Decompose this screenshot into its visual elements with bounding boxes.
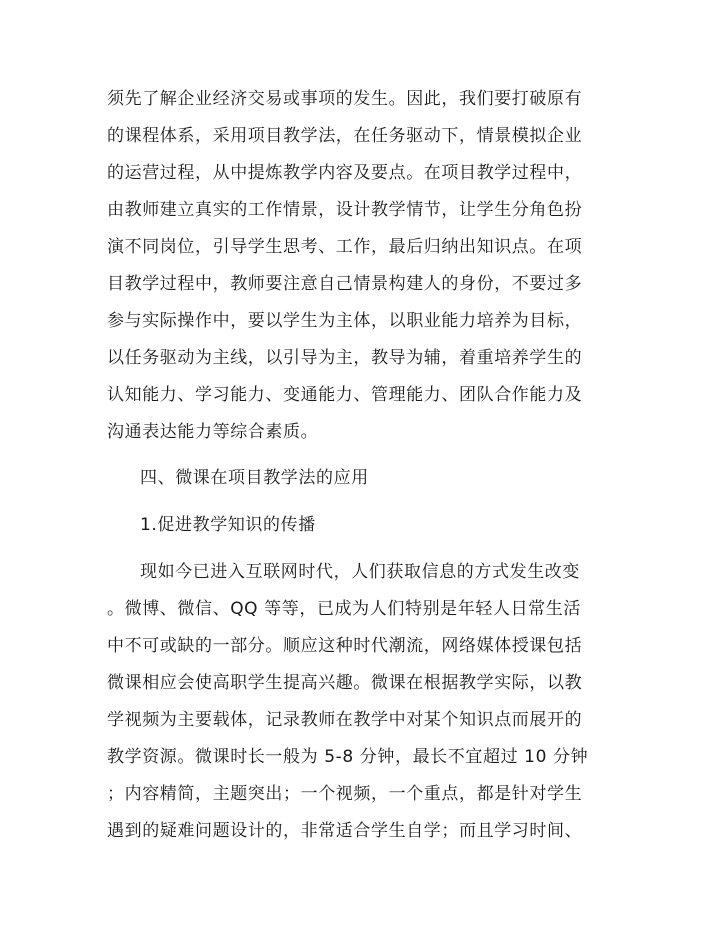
paragraph-line: 。微博、微信、QQ 等等，已成为人们特别是年轻人日常生活 (107, 599, 581, 619)
paragraph-line: 教学资源。微课时长一般为 5-8 分钟，最长不宜超过 10 分钟 (107, 747, 589, 767)
paragraph-line: 以任务驱动为主线，以引导为主，教导为辅，着重培养学生的 (107, 348, 583, 368)
subsection-heading: 1.促进教学知识的传播 (140, 515, 316, 535)
paragraph-line: 演不同岗位，引导学生思考、工作，最后归纳出知识点。在项 (107, 237, 583, 257)
paragraph-line: 的课程体系，采用项目教学法，在任务驱动下，情景模拟企业 (107, 126, 583, 146)
paragraph-line: 微课相应会使高职学生提高兴趣。微课在根据教学实际，以教 (107, 673, 583, 693)
paragraph-line: 须先了解企业经济交易或事项的发生。因此，我们要打破原有 (107, 89, 583, 109)
paragraph-line: 中不可或缺的一部分。顺应这种时代潮流，网络媒体授课包括 (107, 636, 583, 656)
paragraph-line: 参与实际操作中，要以学生为主体，以职业能力培养为目标， (107, 311, 583, 331)
paragraph-line: 沟通表达能力等综合素质。 (107, 422, 319, 442)
paragraph-line: 的运营过程，从中提炼教学内容及要点。在项目教学过程中， (107, 163, 583, 183)
paragraph-line: 认知能力、学习能力、变通能力、管理能力、团队合作能力及 (107, 385, 583, 405)
paragraph-line: ；内容精简，主题突出；一个视频，一个重点，都是针对学生 (107, 784, 583, 804)
paragraph-line: 遇到的疑难问题设计的，非常适合学生自学；而且学习时间、 (107, 821, 583, 841)
paragraph-line: 目教学过程中，教师要注意自己情景构建人的身份，不要过多 (107, 274, 583, 294)
paragraph-line: 学视频为主要载体，记录教师在教学中对某个知识点而展开的 (107, 710, 583, 730)
section-heading: 四、微课在项目教学法的应用 (140, 468, 369, 488)
paragraph-line: 现如今已进入互联网时代，人们获取信息的方式发生改变 (140, 562, 580, 582)
paragraph-line: 由教师建立真实的工作情景，设计教学情节，让学生分角色扮 (107, 200, 583, 220)
